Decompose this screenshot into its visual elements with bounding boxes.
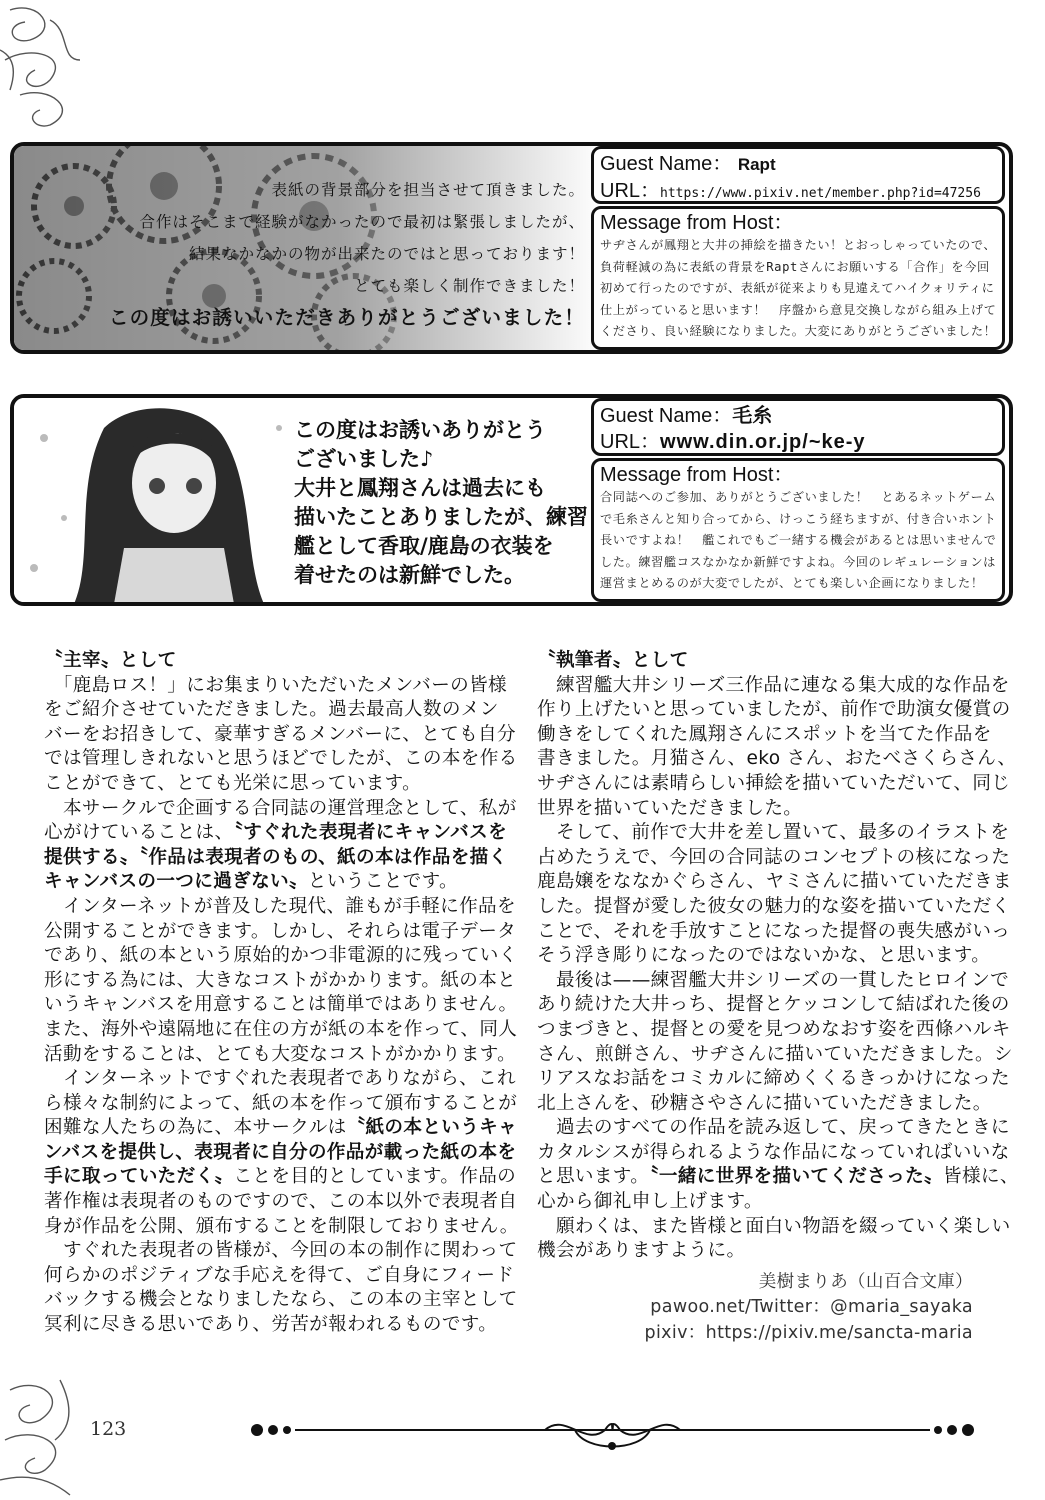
message-line: 合同誌へのご参加、ありがとうございました！ とあるネットゲーム: [600, 490, 997, 504]
url-label: URL：: [600, 431, 661, 453]
divider-ornament-icon: [245, 1412, 980, 1462]
body-text: さん、煎餅さん、サヂさんに描いていただきました。シ: [537, 1043, 1013, 1065]
flourish-ornament-icon: [0, 0, 100, 135]
body-text: であり、紙の本という原始的かつ非電源的に残っていく: [44, 945, 518, 967]
flourish-ornament-icon: [0, 1370, 90, 1500]
body-line: [537, 797, 973, 822]
body-line: [537, 993, 1010, 1018]
body-text: 身が作品を公開、頒布することを制限しておりません。: [44, 1215, 519, 1237]
message-line: で毛糸さんと知り合ってから、けっこう経ちますが、付き合いホント: [600, 511, 997, 526]
body-text: 皆様に、: [943, 1166, 1019, 1188]
column-heading: 〝執筆者〟として: [537, 650, 689, 671]
body-line: [537, 1043, 1013, 1068]
body-text: 何らかのポジティブな手応えを得て、ご自身にフィード: [44, 1264, 515, 1286]
body-line: [44, 698, 519, 723]
body-text: と思います。: [537, 1166, 650, 1188]
comment-line: 大井と鳳翔さんは過去にも: [294, 476, 546, 500]
comment-line: 艦として香取/鹿島の衣装を: [294, 534, 554, 558]
body-text: 働きをしてくれた鳳翔さんにスポットを当てた作品を: [537, 723, 992, 745]
body-line: [44, 723, 519, 748]
message-line: 長いですよね！ 艦これでもご一緒する機会があるとは思いませんで: [600, 533, 997, 547]
body-text: 鹿島嬢をななかぐらさん、ヤミさんに描いていただきま: [537, 871, 1012, 893]
body-line: [44, 772, 519, 797]
guest-card-keito: [10, 394, 1013, 606]
message-line: 初めて行ったのですが、表紙が従来よりも見違えてハイクォリティに: [600, 281, 995, 295]
body-line: [44, 1288, 519, 1313]
body-line: [537, 674, 1010, 699]
emphasis-text: キャンバスの一つに過ぎない〟: [44, 871, 308, 893]
body-line: [537, 698, 1011, 723]
body-text: ことができて、とても光栄に思っています。: [44, 772, 422, 794]
body-text: した。提督が愛した彼女の魅力的な姿を描いていただく: [537, 895, 1011, 917]
message-title: Message from Host：: [600, 212, 794, 234]
column-heading: 〝主宰〟として: [44, 650, 177, 671]
body-text: ことで、それを手放すことになった提督の喪失感がいっ: [537, 920, 1011, 942]
body-text: インターネットですぐれた表現者でありながら、これ: [44, 1068, 516, 1090]
host-message-box: [591, 206, 1005, 350]
author-name: 美樹まりあ（山百合文庫）: [758, 1271, 973, 1292]
guest-url[interactable]: www.din.or.jp/~ke-y: [660, 431, 866, 453]
body-line: [537, 944, 991, 969]
guest-info-box: [591, 146, 1005, 204]
guest-url[interactable]: https://www.pixiv.net/member.php?id=47256: [660, 186, 981, 201]
body-text: すぐれた表現者の皆様が、今回の本の制作に関わって: [44, 1240, 518, 1262]
body-text: また、海外や遠隔地に在住の方が紙の本を作って、同人: [44, 1018, 518, 1040]
emphasis-text: ンバスを提供し、表現者に自分の作品が載った紙の本を: [44, 1141, 517, 1163]
body-text: そして、前作で大井を差し置いて、最多のイラストを: [537, 822, 1010, 844]
body-line: [537, 1215, 1011, 1240]
body-line: [537, 1190, 973, 1215]
organizer-column: [44, 649, 519, 1338]
message-line: 仕上がっていると思います！ 序盤から意見交換しながら組み上げて: [600, 302, 997, 317]
guest-info-box: [591, 398, 1005, 456]
body-line: [44, 1018, 519, 1043]
message-line: くださり、良い経験になりました。大変にありがとうございました！: [600, 324, 997, 338]
guest-name: Rapt: [737, 155, 776, 174]
body-line: [44, 1215, 519, 1240]
body-text: サヂさんには素晴らしい挿絵を描いていただいて、同じ: [537, 772, 1011, 794]
body-text: インターネットが普及した現代、誰もが手軽に作品を: [44, 895, 516, 917]
body-text: をご紹介させていただきました。過去最高人数のメン: [44, 699, 499, 721]
guest-name-label: Guest Name：: [600, 153, 733, 175]
body-line: [537, 821, 1010, 846]
body-line: [537, 969, 1010, 994]
body-text: 活動をすることは、とても大変なコストがかかります。: [44, 1043, 517, 1065]
body-text: つまづきと、提督との愛を見つめなおす姿を西條ハルキ: [537, 1018, 1011, 1040]
url-label: URL：: [600, 180, 661, 202]
body-line: [537, 1141, 1010, 1166]
body-line: [44, 920, 519, 945]
message-line: 運営まとめるのが大変でしたが、とても楽しい企画になりました！: [600, 576, 984, 590]
comment-line: ございました♪: [294, 447, 434, 471]
body-text: 占めたうえで、今回の合同誌のコンセプトの核になった: [537, 846, 1011, 868]
body-text: 世界を描いていただきました。: [537, 797, 803, 819]
body-line: [537, 1116, 1010, 1141]
body-text: 公開することができます。しかし、それらは電子データ: [44, 920, 517, 942]
author-twitter[interactable]: pawoo.net/Twitter：@maria_sayaka: [650, 1297, 973, 1318]
message-title: Message from Host：: [600, 464, 794, 486]
body-line: [537, 723, 992, 748]
body-text: ことを目的としています。作品の: [233, 1166, 517, 1188]
guest-card-rapt: [10, 142, 1013, 354]
guest-comment: [294, 416, 588, 590]
emphasis-text: 〝一緒に世界を描いてくださった〟: [649, 1166, 943, 1188]
body-line: [44, 895, 519, 920]
body-line: [537, 1018, 1011, 1043]
comment-line: 結果なかなかの物が出来たのではと思っております！: [188, 245, 585, 263]
body-line: [44, 1141, 519, 1166]
body-text: 練習艦大井シリーズ三作品に連なる集大成的な作品を: [537, 674, 1010, 696]
body-text: ということです。: [307, 871, 458, 893]
comment-line: 表紙の背景部分を担当させて頂きました。: [271, 181, 585, 199]
body-line: [44, 1043, 519, 1068]
body-line: [44, 944, 519, 969]
body-line: [537, 1092, 992, 1117]
body-text: 本サークルで企画する合同誌の運営理念として、私が: [44, 797, 517, 819]
body-line: [44, 1313, 519, 1338]
body-line: [44, 870, 519, 895]
body-line: [537, 920, 1011, 945]
message-line: した。練習艦コスなかなか新鮮ですよね。今回のレギュレーションは: [600, 554, 996, 569]
body-text: 困難な人たちの為に、本サークルは: [44, 1117, 347, 1139]
body-text: あり続けた大井っち、提督とケッコンして結ばれた後の: [537, 994, 1010, 1016]
body-text: 冥利に尽きる思いであり、労苦が報われるものです。: [44, 1314, 498, 1336]
body-text: 形にする為には、大きなコストがかかります。紙の本と: [44, 969, 517, 991]
emphasis-text: 〝紙の本というキャ: [346, 1117, 518, 1139]
body-text: 北上さんを、砂糖さやさんに描いていただきました。: [537, 1092, 992, 1114]
comment-line: この度はお誘いありがとう: [294, 418, 546, 442]
body-line: [44, 1165, 519, 1190]
character-illustration: [14, 398, 299, 602]
body-line: [44, 1239, 519, 1264]
body-text: 書きました。月猫さん、eko さん、おたべさくらさん、: [537, 748, 1017, 770]
comment-line: 着せたのは新鮮でした。: [294, 563, 525, 587]
body-line: [537, 870, 1012, 895]
comment-line: 描いたことありましたが、練習: [294, 505, 588, 529]
body-line: [44, 846, 519, 871]
signature: [537, 1270, 973, 1347]
body-text: カタルシスが得られるような作品になっていればいいな: [537, 1141, 1010, 1163]
body-text: 心がけていることは、: [44, 822, 234, 844]
body-text: 願わくは、また皆様と面白い物語を綴っていく楽しい: [537, 1215, 1011, 1237]
body-text: 過去のすべての作品を読み返して、戻ってきたときに: [537, 1117, 1010, 1139]
body-line: [537, 895, 1011, 920]
body-line: [44, 1092, 519, 1117]
body-text: バーをお招きして、豪華すぎるメンバーに、とても自分: [44, 723, 516, 745]
body-text: では管理しきれないと思うほどでしたが、この本を作る: [44, 748, 518, 770]
body-line: [44, 1116, 519, 1141]
body-line: [44, 969, 519, 994]
body-text: バックする機会となりましたなら、この本の主宰として: [44, 1289, 518, 1311]
body-text: ら様々な制約によって、紙の本を作って頒布することが: [44, 1092, 518, 1114]
body-text: いうキャンバスを用意することは簡単ではありません。: [44, 994, 518, 1016]
guest-name: 毛糸: [732, 405, 773, 427]
body-line: [44, 993, 519, 1018]
comment-line: 合作はそこまで経験がなかったので最初は緊張しましたが、: [139, 213, 585, 231]
body-line: [537, 772, 1011, 797]
body-text: 機会がありますように。: [537, 1240, 746, 1262]
body-text: リアスなお話をコミカルに締めくくるきっかけになった: [537, 1068, 1010, 1090]
comment-closing: この度はお誘いいただきありがとうございました！: [108, 306, 585, 329]
guest-name-label: Guest Name：: [600, 405, 733, 427]
body-line: [537, 747, 1017, 772]
body-line: [44, 747, 519, 772]
body-line: [44, 1067, 519, 1092]
body-text: 心から御礼申し上げます。: [537, 1191, 763, 1213]
body-text: 最後は——練習艦大井シリーズの一貫したヒロインで: [537, 969, 1010, 991]
author-pixiv[interactable]: pixiv：https://pixiv.me/sancta-maria: [644, 1322, 973, 1343]
message-line: サヂさんが鳳翔と大井の挿絵を描きたい！とおっしゃっていたので、: [600, 238, 997, 252]
body-line: [537, 1239, 973, 1264]
body-line: [537, 846, 1011, 871]
comment-line: とても楽しく制作できました！: [353, 277, 585, 295]
guest-comment: [109, 174, 585, 334]
body-line: [44, 674, 519, 699]
emphasis-text: 〝すぐれた表現者にキャンバスを: [233, 822, 508, 844]
body-line: [44, 1264, 519, 1289]
author-column: [537, 649, 1019, 1346]
body-text: 作り上げたいと思っていましたが、前作で助演女優賞の: [537, 699, 1011, 721]
body-line: [44, 821, 519, 846]
body-text: そう浮き彫りになったのではないかな、と思います。: [537, 945, 991, 967]
host-message-box: [591, 458, 1005, 602]
emphasis-text: 提供する〟〝作品は表現者のもの、紙の本は作品を描く: [44, 846, 508, 868]
page-number: 123: [90, 1418, 127, 1440]
body-line: [537, 1067, 1010, 1092]
body-text: 「鹿島ロス！」にお集まりいただいたメンバーの皆様: [44, 674, 507, 696]
message-line: 負荷軽減の為に表紙の背景をRaptさんにお願いする「合作」を今回: [600, 259, 990, 274]
body-line: [44, 1190, 519, 1215]
emphasis-text: 手に取っていただく〟: [44, 1166, 234, 1188]
body-text: 著作権は表現者のものですので、この本以外で表現者自: [44, 1191, 518, 1213]
body-line: [44, 797, 519, 822]
body-line: [537, 1165, 1019, 1190]
